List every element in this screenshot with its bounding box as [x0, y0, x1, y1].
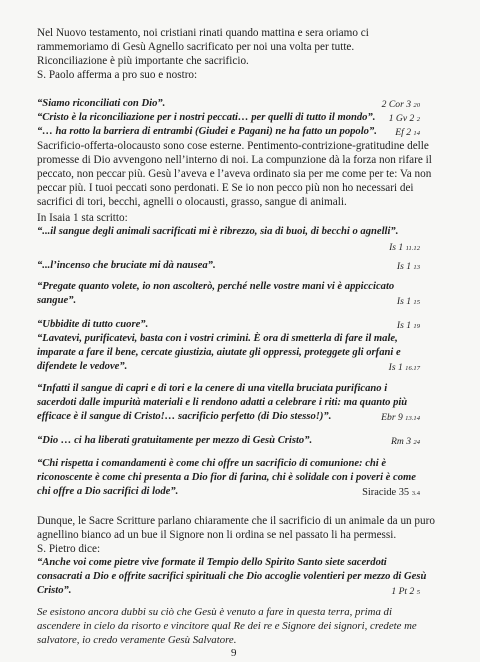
bible-reference: 2 Cor 3 20 [381, 99, 420, 110]
text-line: Dunque, le Sacre Scritture parlano chiaramente che il sacrificio di un animale da un puro [37, 515, 435, 527]
text-line: sacrifici di tori, becchi, agnelli o olocausti, grasso, sangue di animali. [37, 196, 347, 208]
bible-quote: “Chi rispetta i comandamenti è come chi offre un sacrificio di comunione: chi è [37, 458, 387, 469]
bible-quote: “Siamo riconciliati con Dio”. [37, 98, 166, 109]
bible-reference: Ebr 9 13.14 [381, 412, 420, 423]
bible-quote: Cristo”. [37, 585, 72, 596]
bible-quote: “...l’incenso che bruciate mi dà nausea”. [37, 260, 216, 271]
bible-quote: sacerdoti dalle impurità materiali e li rendono adatti a celebrare i riti: ma quanto più [37, 397, 408, 408]
text-line: rammemoriamo di Gesù Agnello sacrificato per noi una volta per tutte. [37, 41, 355, 53]
bible-quote: “… ha rotto la barriera di entrambi (Giudei e Pagani) ne ha fatto un popolo”. [37, 126, 377, 137]
bible-quote: “Lavatevi, purificatevi, basta con i vostri crimini. È ora di smetterla di fare il male, [37, 333, 398, 344]
bible-quote: “Ubbidite di tutto cuore”. [37, 319, 149, 330]
bible-quote: riconoscente è come chi presenta a Dio fior di farina, chi è solidale con i poveri è come [37, 472, 416, 483]
bible-quote: difendete le vedove”. [37, 361, 128, 372]
bible-reference: Is 1 19 [396, 320, 420, 331]
text-line: peccato, non peccar più. Gesù l’aveva e l’aveva ordinato sia per me come per te: Va non [37, 168, 432, 180]
bible-quote: “Cristo è la riconciliazione per i nostri peccati… per quelli di tutto il mondo”. [37, 112, 376, 123]
text-line: promesse di Dio avvengono nell’interno di noi. La compunzione dà la forza non rifare il [37, 154, 432, 166]
bible-quote: efficace è il sangue di Cristo!… sacrificio perfetto (di Dio stesso!)”. [37, 411, 332, 422]
text-line: Riconciliazione è più importante che sacrificio. [37, 55, 249, 67]
bible-reference: Ef 2 14 [395, 127, 420, 138]
bible-reference: Is 1 15 [396, 296, 420, 307]
bible-quote: “Infatti il sangue di capri e di tori e la cenere di una vitella bruciata purificano i [37, 383, 388, 394]
page-number: 9 [231, 647, 237, 659]
text-line: In Isaia 1 sta scritto: [37, 212, 128, 224]
closing-line: ascendere in cielo da risorto e vincitore qual Re dei re e Signore dei signori, credete me [37, 620, 417, 632]
closing-line: Se esistono ancora dubbi su ciò che Gesù è venuto a fare in questa terra, prima di [37, 606, 392, 618]
text-line: S. Pietro dice: [37, 543, 101, 555]
bible-quote: sangue”. [37, 295, 77, 306]
bible-reference: Is 1 13 [396, 261, 420, 272]
bible-reference: Rm 3 24 [391, 436, 420, 447]
bible-reference: Siracide 35 3.4 [362, 487, 420, 498]
bible-quote: consacrati a Dio e offrite sacrifici spirituali che Dio accoglie volentieri per mezzo di Gesù [37, 571, 427, 582]
bible-quote: “Pregate quanto volete, io non ascolterò, perché nelle vostre mani vi è appiccicato [37, 281, 395, 292]
text-line: Nel Nuovo testamento, noi cristiani rinati quando mattina e sera oriamo ci [37, 27, 369, 39]
bible-reference: 1 Gv 2 2 [388, 113, 420, 124]
bible-reference: Is 1 16.17 [388, 362, 420, 373]
bible-quote: “Anche voi come pietre vive formate il Tempio dello Spirito Santo siete sacerdoti [37, 557, 387, 568]
bible-quote: imparate a fare il bene, cercate giustizia, aiutate gli oppressi, proteggete gli orfani e [37, 347, 401, 358]
bible-reference: Is 1 11.12 [389, 242, 420, 253]
text-line: agnellino bianco ad un bue il Signore non li ordina se nel passato li ha permessi. [37, 529, 397, 541]
text-line: peccar più. I tuoi peccati sono perdonati. E Se io non pecco più non ho necessari dei [37, 182, 414, 194]
bible-quote: “...il sangue degli animali sacrificati mi è ribrezzo, sia di buoi, di becchi o agnelli”. [37, 226, 399, 237]
bible-quote: chi offre a Dio sacrifici di lode”. [37, 486, 179, 497]
closing-line: salvatore, io credo veramente Gesù Salvatore. [37, 634, 237, 646]
bible-quote: “Dio … ci ha liberati gratuitamente per mezzo di Gesù Cristo”. [37, 435, 313, 446]
text-line: S. Paolo afferma a pro suo e nostro: [37, 69, 198, 81]
text-line: Sacrificio-offerta-olocausto sono cose esterne. Pentimento-contrizione-gratitudine delle [37, 140, 429, 152]
bible-reference: 1 Pt 2 5 [391, 586, 420, 597]
